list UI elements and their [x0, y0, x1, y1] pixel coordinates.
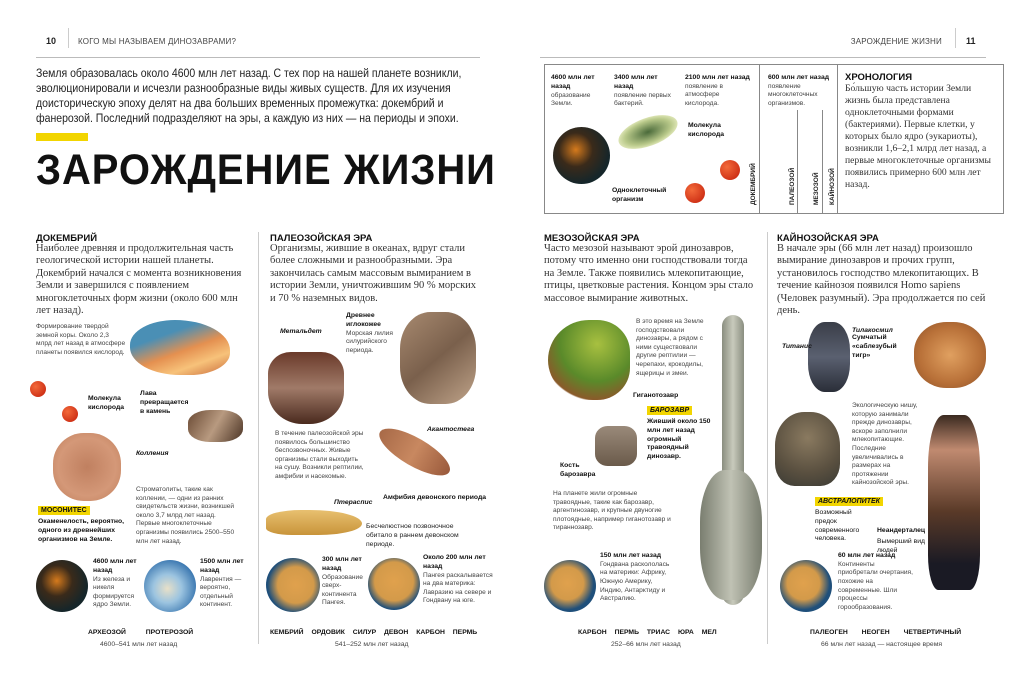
note-invertebrates: В течение палеозойской эры появилось большинство беспозвоночных. Живые организмы стали выходить на сушу. Возникли рептилии, амфибии и насекомые.: [275, 430, 364, 480]
label-oxygen: Молекула кислорода: [88, 395, 125, 411]
divider: [955, 28, 956, 48]
page-number-left: 10: [46, 36, 57, 46]
label-oxygen: Молекула кислорода: [688, 122, 725, 138]
note-stromatolites: Строматолиты, такие как коллении, — одни из ранних свидетельств жизни, возникшей около 3,7 млрд лет назад. Первые многоклеточные организмы появились 2500–550 млн лет назад.: [136, 486, 235, 545]
intro-text: Земля образовалась около 4600 млн лет назад. С тех пор на нашей планете возникли, эволюционировали и исчезли разнообразные виды живых существ. Для их изучения доисторическую эпоху делят на два больших временных промежутка: докембрий и фанерозой. Последний подразделяют на эры, а каждую из них — на периоды и эпохи.: [36, 66, 462, 125]
globe-caption: [423, 554, 493, 606]
pteraspis-image: [266, 510, 362, 535]
chrono-event: [685, 74, 750, 109]
accent-bar: [36, 133, 88, 141]
period: КАРБОН: [416, 629, 445, 636]
timeline-range: 4600–541 млн лет назад: [100, 641, 178, 648]
label-neanderthal: Неандерталец: [877, 527, 926, 534]
divider: [759, 64, 760, 214]
label-cell: Одноклеточный организм: [612, 187, 667, 203]
globe-date: 150 млн лет назад: [600, 552, 662, 559]
section-text: Часто мезозой называют эрой динозавров, потому что именно они господствовали тогда на Земле. Также появились млекопитающие, птицы, цветковые растения. Концом эры стало массовое вымирание животных.: [544, 243, 754, 304]
australopithecus-image: [775, 412, 840, 486]
era-label: КАЙНОЗОЙ: [829, 168, 836, 205]
period: КЕМБРИЙ: [270, 629, 304, 636]
section-heading: ДОКЕМБРИЙ: [36, 233, 98, 244]
column-divider: [767, 232, 768, 644]
label-lava: Лава превращается в камень: [140, 390, 189, 415]
tag-australopithecus: АВСТРАЛОПИТЕК: [815, 497, 883, 506]
giganotosaurus-image: [548, 320, 630, 400]
oxygen-atom: [62, 406, 78, 422]
bone-image: [595, 426, 637, 466]
globe-text: Континенты приобретали очертания, похожие на современные. Шли процессы горообразования.: [838, 560, 913, 611]
period: СИЛУР: [352, 629, 377, 636]
period: ЧЕТВЕРТИЧНЫЙ: [903, 629, 962, 636]
page-number-right: 11: [966, 36, 976, 46]
era-label: ПАЛЕОЗОЙ: [789, 167, 796, 205]
tag-mosonites: МОСОНИТЕС: [38, 506, 90, 515]
section-text: Организмы, жившие в океанах, вдруг стали более сложными и разнообразными. Эра закончилась самым массовым вымиранием в истории Земли, уничтожившим 90 % морских и 70 % наземных видов.: [270, 243, 477, 304]
thylacosmilus-caption: [852, 327, 910, 360]
oxygen-atom: [720, 160, 740, 180]
period: ТРИАС: [646, 629, 671, 636]
period: АРХЕОЗОЙ: [88, 629, 126, 636]
globe-date: 4600 млн лет назад: [93, 558, 137, 574]
mosonites-image: [53, 433, 121, 501]
section-text: В начале эры (66 млн лет назад) произошло вымирание динозавров и прочих групп, установилось господство млекопитающих. В течение кайнозоя появился Homo sapiens (Человек разумный). Эра продолжается по сей день.: [777, 243, 986, 317]
section-heading: ПАЛЕОЗОЙСКАЯ ЭРА: [270, 233, 373, 244]
period: НЕОГЕН: [861, 629, 890, 636]
period: КАРБОН: [578, 629, 607, 636]
event-date: 3400 млн лет назад: [614, 74, 658, 90]
rule: [540, 57, 986, 58]
globe-text: Из железа и никеля формируется ядро Земли.: [93, 575, 135, 609]
tag-barosaurus: БАРОЗАВР: [647, 406, 692, 415]
note-giants: На планете жили огромные травоядные, такие как барозавр, аргентинозавр, и крупные двуногие плотоядные, например гиганотозавр и тираннозавр.: [553, 490, 671, 532]
label-pteraspis: Птераспис: [334, 499, 373, 506]
echinoderm-caption: [346, 312, 398, 355]
event-text: появление многоклеточных организмов.: [768, 82, 818, 107]
thylacosmilus-image: [914, 322, 986, 388]
page-title: ЗАРОЖДЕНИЕ ЖИЗНИ: [36, 146, 496, 194]
rule: [36, 57, 480, 58]
event-date: 600 млн лет назад: [768, 74, 830, 81]
globe-image: [144, 560, 196, 612]
label-thylacosmilus: Тилакосмил: [852, 327, 893, 334]
chrono-event: [551, 74, 601, 109]
chrono-event: [614, 74, 674, 109]
crinoid-fossil-image: [400, 312, 476, 404]
globe-image: [36, 560, 88, 612]
period: ПЕРМЬ: [614, 629, 639, 636]
note-barosaurus: Живший около 150 млн лет назад огромный травоядный динозавр.: [647, 418, 711, 461]
molten-earth-image: [553, 127, 610, 184]
chronology-text: Бо́льшую часть истории Земли жизнь была представлена одноклеточными формами (бактериями). Первые клетки, у которых было ядро (эукариоты), возникли 1,6–2,1 млрд лет назад, а первые многоклеточные организмы появились примерно 600 млн лет назад.: [845, 83, 991, 190]
note-mosonites: Окаменелость, вероятно, одного из древнейших организмов на Земле.: [38, 518, 125, 543]
period: ПЕРМЬ: [452, 629, 478, 636]
running-head-left: КОГО МЫ НАЗЫВАЕМ ДИНОЗАВРАМИ?: [78, 37, 237, 46]
event-date: 2100 млн лет назад: [685, 74, 750, 81]
event-text: появление в атмосфере кислорода.: [685, 82, 724, 107]
globe-text: Гондвана раскололась на материки: Африку, Южную Америку, Индию, Антарктиду и Австралию.: [600, 560, 670, 603]
divider: [797, 110, 798, 214]
timeline-periods: [578, 629, 717, 636]
divider: [822, 110, 823, 214]
section-text: Наиболее древняя и продолжительная часть геологической истории нашей планеты. Докембрий начался с момента возникновения Земли и завершился с появлением многоклеточных форм жизни (около 600 млн лет назад).: [36, 243, 242, 317]
label-sabre: Сумчатый «саблезубый тигр»: [852, 334, 897, 359]
period: ОРДОВИК: [311, 629, 345, 636]
event-date: 4600 млн лет назад: [551, 74, 595, 90]
column-divider: [258, 232, 259, 644]
globe-image: [780, 560, 832, 612]
globe-date: 60 млн лет назад: [838, 552, 896, 559]
note-niche: Экологическую нишу, которую занимали прежде динозавры, вскоре заполнили млекопитающие. Последние увеличивались в размерах на протяжении кайнозойской эры.: [852, 402, 918, 487]
period: МЕЛ: [701, 629, 717, 636]
globe-date: 1500 млн лет назад: [200, 558, 244, 574]
globe-text: Образование сверх-континента Пангея.: [322, 573, 363, 607]
chronology-heading: ХРОНОЛОГИЯ: [845, 72, 913, 83]
globe-caption: [838, 552, 916, 612]
chrono-event: [768, 74, 834, 109]
timeline-range: 66 млн лет назад — настоящее время: [821, 641, 943, 648]
neanderthal-image: [928, 415, 980, 590]
label-amphibian: Амфибия девонского периода: [383, 494, 487, 501]
section-heading: МЕЗОЗОЙСКАЯ ЭРА: [544, 233, 640, 244]
globe-image: [368, 558, 420, 610]
globe-text: Лаврентия — вероятно, отдельный континент.: [200, 575, 242, 609]
globe-caption: [93, 558, 139, 610]
echino-text: Морская лилия силурийского периода.: [346, 329, 393, 354]
era-label: ДОКЕМБРИЙ: [750, 163, 757, 205]
running-head-right: ЗАРОЖДЕНИЕ ЖИЗНИ: [850, 37, 942, 46]
label-giganotosaurus: Гиганотозавр: [633, 392, 679, 399]
period: ДЕВОН: [384, 629, 409, 636]
lava-image: [130, 320, 230, 375]
globe-image: [544, 560, 596, 612]
note-crust: Формирование твердой земной коры. Около 2,3 млрд лет назад в атмосфере планеты появился кислород.: [36, 323, 126, 356]
label-titanis: Титанис: [782, 343, 812, 350]
divider: [68, 28, 69, 48]
timeline-periods: [270, 629, 477, 636]
timeline-periods: [810, 629, 961, 636]
label-collenia: Колления: [136, 450, 169, 457]
period: ПРОТЕРОЗОЙ: [145, 629, 194, 636]
event-text: появление первых бактерий.: [614, 91, 671, 108]
label-bone: Кость барозавра: [560, 462, 596, 478]
period: ПАЛЕОГЕН: [810, 629, 848, 636]
era-label: МЕЗОЗОЙ: [813, 172, 820, 205]
barosaurus-body: [700, 470, 762, 600]
globe-text: Пангея раскалывается на два материка: Лавразию на севере и Гондвану на юге.: [423, 571, 493, 605]
globe-caption: [600, 552, 672, 604]
timeline-range: 541–252 млн лет назад: [335, 641, 409, 648]
timeline-periods: [88, 629, 193, 636]
timeline-range: 252–66 млн лет назад: [611, 641, 681, 648]
titanis-image: [808, 322, 850, 392]
divider: [837, 64, 838, 214]
globe-caption: [200, 558, 250, 610]
label-metaldet: Метальдет: [280, 328, 322, 335]
note-reptiles: В это время на Земле господствовали динозавры, а рядом с ними существовали другие рептилии — черепахи, крокодилы, ящерицы и змеи.: [636, 318, 704, 377]
section-heading: КАЙНОЗОЙСКАЯ ЭРА: [777, 233, 879, 244]
oxygen-atom: [30, 381, 46, 397]
note-australopithecus: Возможный предок современного человека.: [815, 509, 860, 543]
oxygen-atom: [685, 183, 705, 203]
globe-date: Около 200 млн лет назад: [423, 554, 486, 570]
collenia-image: [188, 410, 243, 442]
event-text: образование Земли.: [551, 91, 591, 108]
metaldet-fossil-image: [268, 352, 344, 424]
echino-title: Древнее иглокожее: [346, 312, 381, 328]
globe-caption: [322, 556, 366, 608]
period: ЮРА: [677, 629, 694, 636]
note-jawless: Бесчелюстное позвоночное обитало в раннем девонском периоде.: [366, 523, 459, 548]
label-acanthostega: Акантостега: [427, 426, 475, 433]
globe-date: 300 млн лет назад: [322, 556, 362, 572]
note-neanderthal: Вымерший вид людей: [877, 538, 925, 554]
globe-image: [266, 558, 320, 612]
